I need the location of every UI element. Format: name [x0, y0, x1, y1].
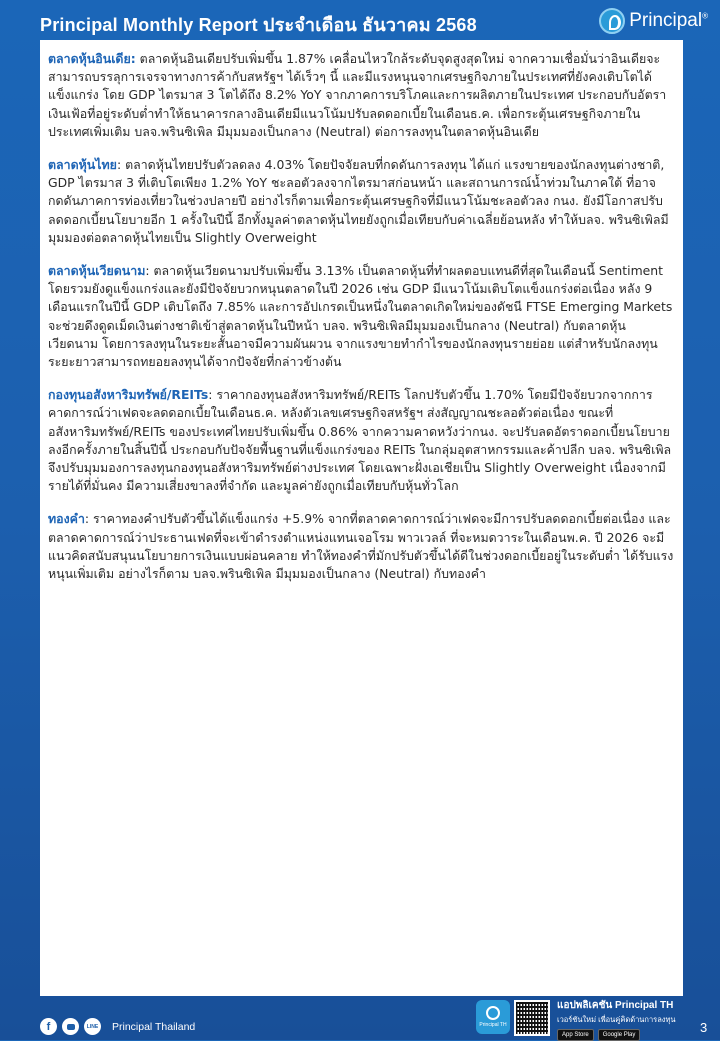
section-heading: ตลาดหุ้นไทย: [48, 157, 117, 173]
section-reits: [48, 386, 675, 495]
section-body: : ราคาทองคำปรับตัวขึ้นได้แข็งแกร่ง +5.9% จากที่ตลาดคาดการณ์ว่าเฟดจะมีการปรับลดดอกเบี้ยต่อเนื่อง และตลาดคาดการณ์ว่าประธานเฟดที่จะเข้าดำรงตำแหน่งแทนเจอโรม พาวเวลล์ ที่จะหมดวาระในเดือนพ.ค. ปี 2026 จะมีแนวคิดสนับสนุนนโยบายการเงินแบบผ่อนคลาย ทำให้ทองคำที่มักปรับตัวขึ้นได้ดีในช่วงดอกเบี้ยอยู่ในระดับต่ำ ได้รับแรงหนุนเพิ่มเติม อย่างไรก็ตาม บลจ.พรินซิเพิล มีมุมมองเป็นกลาง (Neutral) กับทองคำ: [48, 511, 674, 582]
line-icon[interactable]: LINE: [84, 1018, 101, 1035]
principal-logo-icon: [599, 8, 625, 34]
section-body: : ราคากองทุนอสังหาริมทรัพย์/REITs โลกปรับตัวขึ้น 1.70% โดยมีปัจจัยบวกจากการคาดการณ์ว่าเฟดจะลดดอกเบี้ยในเดือนธ.ค. หลังตัวเลขเศรษฐกิจสหรัฐฯ ส่งสัญญาณชะลอตัวต่อเนื่อง ขณะที่อสังหาริมทรัพย์/REITs ของประเทศไทยปรับเพิ่มขึ้น 0.86% จากความคาดหวังว่ากนง. จะปรับลดอัตราดอกเบี้ยนโยบายลงอีกครั้งภายในสิ้นปีนี้ ประกอบกับปัจจัยพื้นฐานที่แข็งแกร่งของ REITs ในกลุ่มอุตสาหกรรมและค้าปลีก บลจ. พรินซิเพิลจึงปรับมุมมองการลงทุนกองทุนอสังหาริมทรัพย์ต่างประเทศ โดยเฉพาะฝั่งเอเชียเป็น Slightly Overweight เนื่องจากมีรายได้ที่มั่นคง มีความเสี่ยงขาลงที่จำกัด และมูลค่ายังถูกเมื่อเทียบกับหุ้นทั่วโลก: [48, 387, 672, 494]
app-title: แอปพลิเคชัน Principal TH: [557, 1000, 674, 1011]
section-body: : ตลาดหุ้นเวียดนามปรับเพิ่มขึ้น 3.13% เป็นตลาดหุ้นที่ทำผลตอบแทนดีที่สุดในเดือนนี้ Sentiment โดยรวมยังดูแข็งแกร่งและยังมีปัจจัยบวกหนุนตลาดในปี 2026 เช่น GDP มีแนวโน้มเติบโตแข็งแกร่งต่อเนื่อง หลัง 9 เดือนแรกในปีนี้ GDP เติบโตถึง 7.85% และการอัปเกรดเป็นหนึ่งในตลาดเกิดใหม่ของดัชนี FTSE Emerging Markets จะช่วยดึงดูดเม็ดเงินต่างชาติเข้าสู่ตลาดหุ้นในปีหน้า บลจ. พรินซิเพิลมีมุมมองเป็นกลาง (Neutral) กับตลาดหุ้นเวียดนาม โดยการลงทุนในระยะสั้นอาจมีความผันผวน จากแรงขายทำกำไรของนักลงทุนรายย่อย แต่สำหรับนักลงทุนระยะยาวสามารถทยอยลงทุนได้จากปัจจัยที่กล่าวข้างต้น: [48, 263, 673, 370]
section-heading: กองทุนอสังหาริมทรัพย์/REITs: [48, 387, 209, 403]
section-heading: ทองคำ: [48, 511, 85, 527]
app-promo: [557, 998, 676, 1041]
section-vietnam: [48, 262, 675, 371]
brand-mark: ®: [702, 11, 708, 21]
facebook-icon[interactable]: f: [40, 1018, 57, 1035]
app-subtitle: เวอร์ชันใหม่ เพื่อนคู่คิดด้านการลงทุน: [557, 1015, 676, 1024]
page-title: Principal Monthly Report ประจำเดือน ธันวาคม 2568: [40, 15, 477, 35]
qr-code-icon[interactable]: [514, 1000, 550, 1036]
brand-logo: [599, 8, 708, 34]
page-number: 3: [700, 1020, 708, 1035]
section-india: [48, 50, 675, 141]
store-badges: [557, 1029, 676, 1041]
section-body: : ตลาดหุ้นไทยปรับตัวลดลง 4.03% โดยปัจจัยลบที่กดดันการลงทุน ได้แก่ แรงขายของนักลงทุนต่างชาติ, GDP ไตรมาส 3 ที่เติบโตเพียง 1.2% YoY ชะลอตัวลงจากไตรมาสก่อนหน้า และสถานการณ์น้ำท่วมในภาคใต้ ที่อาจกดดันภาคการท่องเที่ยวในช่วงปลายปี อย่างไรก็ตามเพื่อกระตุ้นเศรษฐกิจที่มีแนวโน้มชะลอตัวลง กนง. ยังมีโอกาสปรับลดดอกเบี้ยนโยบายอีก 1 ครั้งในปีนี้ อีกทั้งมูลค่าตลาดหุ้นไทยยังถูกเมื่อเทียบกับค่าเฉลี่ยย้อนหลัง ทำให้บลจ. พรินซิเพิลมีมุมมองต่อตลาดหุ้นไทยเป็น Slightly Overweight: [48, 157, 669, 245]
section-thailand: [48, 156, 675, 247]
app-store-badge[interactable]: App Store: [557, 1029, 594, 1041]
footer-brand-text: Principal Thailand: [112, 1020, 196, 1033]
section-body: ตลาดหุ้นอินเดียปรับเพิ่มขึ้น 1.87% เคลื่อนไหวใกล้ระดับจุดสูงสุดใหม่ จากความเชื่อมั่นว่าอินเดียจะสามารถบรรลุการเจรจาทางการค้ากับสหรัฐฯ ได้เร็วๆ นี้ และมีแรงหนุนจากเศรษฐกิจภายในประเทศที่ยังคงเติบโตได้แข็งแกร่ง โดย GDP ไตรมาส 3 โตได้ถึง 8.2% YoY จากภาคการบริโภคและการผลิตภายในประเทศ ประกอบกับอัตราเงินเฟ้อที่อยู่ระดับต่ำทำให้ธนาคารกลางอินเดียมีแนวโน้มปรับลดดอกเบี้ยในเดือนธ.ค. เพื่อกระตุ้นเศรษฐกิจภายในประเทศเพิ่มเติม บลจ.พรินซิเพิล มีมุมมองเป็นกลาง (Neutral) ต่อการลงทุนในตลาดหุ้นอินเดีย: [48, 51, 667, 139]
content-panel: [40, 40, 683, 996]
section-gold: [48, 510, 675, 583]
principal-p-icon: [486, 1006, 500, 1020]
brand-name: Principal: [629, 10, 703, 31]
app-icon-label: Principal TH: [479, 1022, 507, 1028]
principal-app-icon[interactable]: [476, 1000, 510, 1034]
google-play-badge[interactable]: Google Play: [598, 1029, 641, 1041]
section-heading: ตลาดหุ้นอินเดีย:: [48, 51, 136, 66]
youtube-icon[interactable]: [62, 1018, 79, 1035]
social-links: [40, 1018, 195, 1035]
section-heading: ตลาดหุ้นเวียดนาม: [48, 263, 146, 279]
